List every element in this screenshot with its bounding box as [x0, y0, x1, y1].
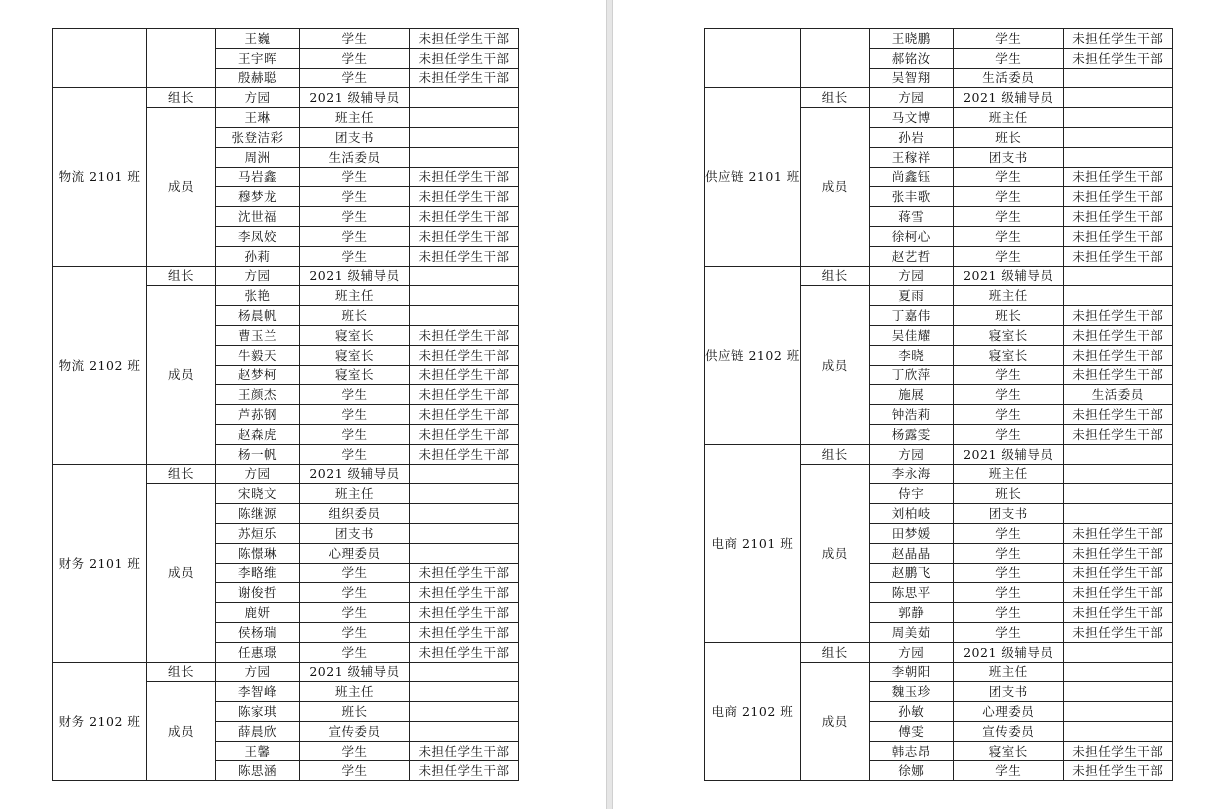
member-note-cell: 未担任学生干部 — [410, 405, 519, 425]
member-note-cell: 未担任学生干部 — [1063, 29, 1172, 49]
member-name-cell: 苏烜乐 — [216, 523, 300, 543]
member-name-cell: 王晓鹏 — [869, 29, 953, 49]
member-note-cell — [410, 504, 519, 524]
member-note-cell — [410, 306, 519, 326]
member-role-cell: 学生 — [953, 761, 1063, 781]
member-name-cell: 刘柏岐 — [869, 504, 953, 524]
member-role-cell: 班长 — [953, 127, 1063, 147]
member-role-cell: 学生 — [300, 226, 410, 246]
member-role-cell: 寝室长 — [300, 325, 410, 345]
member-note-cell — [1063, 68, 1172, 88]
member-note-cell: 未担任学生干部 — [410, 622, 519, 642]
members-label-cell: 成员 — [800, 286, 869, 444]
class-name-cell: 电商 2102 班 — [705, 642, 801, 781]
member-name-cell: 韩志昂 — [869, 741, 953, 761]
member-note-cell: 未担任学生干部 — [410, 385, 519, 405]
member-role-cell: 班主任 — [300, 484, 410, 504]
member-name-cell: 陈思平 — [869, 583, 953, 603]
member-role-cell: 寝室长 — [953, 345, 1063, 365]
leader-row — [53, 662, 519, 682]
member-role-cell: 学生 — [953, 207, 1063, 227]
member-role-cell: 班长 — [953, 306, 1063, 326]
member-note-cell — [1063, 484, 1172, 504]
member-note-cell — [410, 721, 519, 741]
member-note-cell: 未担任学生干部 — [410, 761, 519, 781]
member-note-cell: 未担任学生干部 — [410, 246, 519, 266]
member-note-cell: 未担任学生干部 — [410, 167, 519, 187]
member-note-cell — [1063, 108, 1172, 128]
class-name-cell — [705, 29, 801, 88]
member-note-cell: 未担任学生干部 — [1063, 622, 1172, 642]
member-role-cell: 寝室长 — [300, 345, 410, 365]
member-name-cell: 方园 — [216, 88, 300, 108]
member-role-cell: 学生 — [300, 563, 410, 583]
member-name-cell: 杨一帆 — [216, 444, 300, 464]
member-name-cell: 郝铭汝 — [869, 48, 953, 68]
member-role-cell: 学生 — [300, 583, 410, 603]
member-role-cell: 学生 — [953, 523, 1063, 543]
member-note-cell: 未担任学生干部 — [1063, 523, 1172, 543]
member-role-cell: 2021 级辅导员 — [300, 266, 410, 286]
member-role-cell: 班主任 — [300, 108, 410, 128]
member-note-cell — [1063, 702, 1172, 722]
member-name-cell: 孙敏 — [869, 702, 953, 722]
member-role-cell: 组织委员 — [300, 504, 410, 524]
member-note-cell — [410, 464, 519, 484]
member-name-cell: 杨露雯 — [869, 424, 953, 444]
member-note-cell: 未担任学生干部 — [1063, 306, 1172, 326]
member-role-cell: 班主任 — [953, 286, 1063, 306]
member-name-cell: 周洲 — [216, 147, 300, 167]
member-note-cell — [1063, 444, 1172, 464]
class-name-cell: 物流 2102 班 — [53, 266, 147, 464]
member-note-cell: 未担任学生干部 — [410, 48, 519, 68]
member-role-cell: 学生 — [953, 543, 1063, 563]
members-label-cell: 成员 — [147, 108, 216, 266]
member-note-cell — [410, 147, 519, 167]
member-note-cell: 未担任学生干部 — [1063, 405, 1172, 425]
member-note-cell: 未担任学生干部 — [1063, 226, 1172, 246]
members-label-cell: 成员 — [800, 662, 869, 781]
member-note-cell: 未担任学生干部 — [410, 444, 519, 464]
member-note-cell — [410, 682, 519, 702]
member-name-cell: 赵梦柯 — [216, 365, 300, 385]
member-note-cell — [1063, 682, 1172, 702]
members-label-cell: 成员 — [147, 682, 216, 781]
member-name-cell: 钟浩莉 — [869, 405, 953, 425]
member-name-cell: 魏玉珍 — [869, 682, 953, 702]
member-note-cell: 未担任学生干部 — [1063, 325, 1172, 345]
leader-row — [705, 266, 1173, 286]
member-role-cell: 2021 级辅导员 — [953, 266, 1063, 286]
class-name-cell — [53, 29, 147, 88]
member-name-cell: 曹玉兰 — [216, 325, 300, 345]
member-role-cell: 生活委员 — [300, 147, 410, 167]
member-note-cell — [410, 108, 519, 128]
member-name-cell: 侍宇 — [869, 484, 953, 504]
member-note-cell — [1063, 127, 1172, 147]
member-name-cell: 鹿妍 — [216, 603, 300, 623]
member-role-cell: 宣传委员 — [300, 721, 410, 741]
member-role-cell: 2021 级辅导员 — [953, 642, 1063, 662]
member-note-cell: 未担任学生干部 — [410, 29, 519, 49]
member-note-cell: 未担任学生干部 — [410, 741, 519, 761]
member-note-cell: 未担任学生干部 — [1063, 207, 1172, 227]
member-note-cell: 未担任学生干部 — [410, 563, 519, 583]
member-note-cell — [410, 543, 519, 563]
members-label-cell: 成员 — [147, 484, 216, 662]
member-role-cell: 班长 — [300, 306, 410, 326]
member-name-cell: 尚鑫钰 — [869, 167, 953, 187]
table-row — [53, 29, 519, 49]
leader-label-cell: 组长 — [800, 266, 869, 286]
member-role-cell: 学生 — [300, 207, 410, 227]
member-note-cell: 未担任学生干部 — [1063, 603, 1172, 623]
member-name-cell: 丁欣萍 — [869, 365, 953, 385]
class-name-cell: 供应链 2102 班 — [705, 266, 801, 444]
member-note-cell — [410, 286, 519, 306]
member-note-cell: 未担任学生干部 — [410, 68, 519, 88]
class-name-cell: 财务 2102 班 — [53, 662, 147, 781]
member-note-cell — [410, 662, 519, 682]
member-role-cell: 学生 — [300, 48, 410, 68]
member-name-cell: 张丰歌 — [869, 187, 953, 207]
member-role-cell: 学生 — [300, 642, 410, 662]
member-note-cell: 未担任学生干部 — [410, 365, 519, 385]
member-note-cell: 未担任学生干部 — [410, 642, 519, 662]
member-name-cell: 马文博 — [869, 108, 953, 128]
member-role-cell: 学生 — [300, 405, 410, 425]
member-note-cell — [1063, 721, 1172, 741]
member-name-cell: 孙莉 — [216, 246, 300, 266]
member-name-cell: 张艳 — [216, 286, 300, 306]
member-role-cell: 团支书 — [300, 127, 410, 147]
member-note-cell: 未担任学生干部 — [1063, 345, 1172, 365]
member-note-cell — [410, 484, 519, 504]
member-name-cell: 杨晨帆 — [216, 306, 300, 326]
members-label-cell: 成员 — [800, 108, 869, 266]
member-name-cell: 王琳 — [216, 108, 300, 128]
member-note-cell: 未担任学生干部 — [1063, 187, 1172, 207]
member-name-cell: 马岩鑫 — [216, 167, 300, 187]
member-name-cell: 赵晶晶 — [869, 543, 953, 563]
member-role-cell: 寝室长 — [953, 325, 1063, 345]
member-role-cell: 团支书 — [300, 523, 410, 543]
class-roster-table — [52, 28, 519, 781]
member-note-cell — [1063, 88, 1172, 108]
member-note-cell: 生活委员 — [1063, 385, 1172, 405]
leader-row — [705, 88, 1173, 108]
members-label-cell — [800, 29, 869, 88]
member-name-cell: 田梦媛 — [869, 523, 953, 543]
member-name-cell: 李凤姣 — [216, 226, 300, 246]
member-name-cell: 蒋雪 — [869, 207, 953, 227]
member-name-cell: 宋晓文 — [216, 484, 300, 504]
member-name-cell: 芦荪钢 — [216, 405, 300, 425]
member-note-cell: 未担任学生干部 — [1063, 365, 1172, 385]
member-name-cell: 吴佳耀 — [869, 325, 953, 345]
leader-label-cell: 组长 — [800, 642, 869, 662]
member-name-cell: 王巍 — [216, 29, 300, 49]
class-name-cell: 供应链 2101 班 — [705, 88, 801, 266]
member-name-cell: 赵艺哲 — [869, 246, 953, 266]
member-role-cell: 学生 — [953, 167, 1063, 187]
member-role-cell: 学生 — [300, 29, 410, 49]
member-role-cell: 2021 级辅导员 — [300, 662, 410, 682]
member-note-cell: 未担任学生干部 — [410, 424, 519, 444]
leader-row — [53, 88, 519, 108]
member-name-cell: 方园 — [869, 444, 953, 464]
member-note-cell: 未担任学生干部 — [410, 325, 519, 345]
members-label-cell: 成员 — [800, 464, 869, 642]
member-role-cell: 学生 — [953, 187, 1063, 207]
member-name-cell: 方园 — [216, 266, 300, 286]
member-role-cell: 班主任 — [300, 682, 410, 702]
member-note-cell: 未担任学生干部 — [1063, 543, 1172, 563]
member-role-cell: 学生 — [300, 187, 410, 207]
member-role-cell: 寝室长 — [300, 365, 410, 385]
member-name-cell: 周美茹 — [869, 622, 953, 642]
leader-row — [53, 464, 519, 484]
member-name-cell: 施展 — [869, 385, 953, 405]
member-name-cell: 傅雯 — [869, 721, 953, 741]
class-name-cell: 财务 2101 班 — [53, 464, 147, 662]
member-name-cell: 薛晨欣 — [216, 721, 300, 741]
member-role-cell: 学生 — [953, 226, 1063, 246]
member-role-cell: 学生 — [300, 761, 410, 781]
member-name-cell: 赵鹏飞 — [869, 563, 953, 583]
member-note-cell: 未担任学生干部 — [410, 345, 519, 365]
member-name-cell: 方园 — [869, 266, 953, 286]
member-role-cell: 学生 — [300, 246, 410, 266]
member-role-cell: 学生 — [953, 603, 1063, 623]
member-note-cell: 未担任学生干部 — [1063, 246, 1172, 266]
member-role-cell: 班主任 — [953, 464, 1063, 484]
member-name-cell: 赵森虎 — [216, 424, 300, 444]
member-role-cell: 学生 — [953, 246, 1063, 266]
member-name-cell: 牛毅天 — [216, 345, 300, 365]
members-label-cell — [147, 29, 216, 88]
member-name-cell: 夏雨 — [869, 286, 953, 306]
member-role-cell: 学生 — [953, 365, 1063, 385]
member-note-cell — [1063, 642, 1172, 662]
member-note-cell: 未担任学生干部 — [1063, 167, 1172, 187]
member-role-cell: 学生 — [953, 385, 1063, 405]
member-name-cell: 张登洁彩 — [216, 127, 300, 147]
member-name-cell: 陈思涵 — [216, 761, 300, 781]
member-role-cell: 寝室长 — [953, 741, 1063, 761]
leader-label-cell: 组长 — [800, 444, 869, 464]
member-name-cell: 穆梦龙 — [216, 187, 300, 207]
member-role-cell: 生活委员 — [953, 68, 1063, 88]
member-note-cell — [1063, 266, 1172, 286]
member-name-cell: 徐娜 — [869, 761, 953, 781]
member-role-cell: 学生 — [300, 444, 410, 464]
table-row — [705, 29, 1173, 49]
member-role-cell: 团支书 — [953, 682, 1063, 702]
member-note-cell — [410, 266, 519, 286]
member-role-cell: 心理委员 — [953, 702, 1063, 722]
member-name-cell: 孙岩 — [869, 127, 953, 147]
member-note-cell — [410, 702, 519, 722]
member-role-cell: 学生 — [953, 48, 1063, 68]
members-label-cell: 成员 — [147, 286, 216, 464]
member-role-cell: 学生 — [300, 385, 410, 405]
leader-row — [705, 444, 1173, 464]
member-name-cell: 陈家琪 — [216, 702, 300, 722]
member-name-cell: 王宇晖 — [216, 48, 300, 68]
member-name-cell: 李智峰 — [216, 682, 300, 702]
member-name-cell: 郭静 — [869, 603, 953, 623]
member-note-cell: 未担任学生干部 — [1063, 424, 1172, 444]
member-note-cell — [410, 523, 519, 543]
member-note-cell: 未担任学生干部 — [1063, 741, 1172, 761]
member-note-cell — [1063, 286, 1172, 306]
member-role-cell: 2021 级辅导员 — [953, 444, 1063, 464]
member-name-cell: 王颜杰 — [216, 385, 300, 405]
member-note-cell: 未担任学生干部 — [1063, 48, 1172, 68]
member-note-cell — [410, 88, 519, 108]
member-role-cell: 学生 — [300, 68, 410, 88]
member-name-cell: 任惠璟 — [216, 642, 300, 662]
document-page-right — [613, 0, 1209, 809]
member-role-cell: 团支书 — [953, 504, 1063, 524]
member-role-cell: 学生 — [953, 622, 1063, 642]
member-name-cell: 吴智翔 — [869, 68, 953, 88]
member-role-cell: 学生 — [300, 424, 410, 444]
member-note-cell — [410, 127, 519, 147]
member-role-cell: 宣传委员 — [953, 721, 1063, 741]
member-name-cell: 徐柯心 — [869, 226, 953, 246]
member-name-cell: 李永海 — [869, 464, 953, 484]
member-role-cell: 心理委员 — [300, 543, 410, 563]
member-name-cell: 丁嘉伟 — [869, 306, 953, 326]
member-name-cell: 方园 — [216, 464, 300, 484]
member-name-cell: 殷赫聪 — [216, 68, 300, 88]
member-role-cell: 学生 — [300, 603, 410, 623]
member-note-cell — [1063, 464, 1172, 484]
member-role-cell: 学生 — [300, 741, 410, 761]
leader-label-cell: 组长 — [800, 88, 869, 108]
member-role-cell: 班长 — [953, 484, 1063, 504]
member-role-cell: 学生 — [300, 167, 410, 187]
leader-label-cell: 组长 — [147, 662, 216, 682]
member-name-cell: 李朝阳 — [869, 662, 953, 682]
member-name-cell: 方园 — [216, 662, 300, 682]
member-name-cell: 沈世福 — [216, 207, 300, 227]
member-role-cell: 学生 — [300, 622, 410, 642]
member-note-cell: 未担任学生干部 — [1063, 761, 1172, 781]
leader-row — [705, 642, 1173, 662]
member-note-cell: 未担任学生干部 — [410, 583, 519, 603]
member-role-cell: 团支书 — [953, 147, 1063, 167]
class-name-cell: 电商 2101 班 — [705, 444, 801, 642]
member-role-cell: 学生 — [953, 405, 1063, 425]
member-name-cell: 方园 — [869, 88, 953, 108]
member-note-cell — [1063, 662, 1172, 682]
leader-label-cell: 组长 — [147, 464, 216, 484]
member-note-cell — [1063, 147, 1172, 167]
member-role-cell: 班长 — [300, 702, 410, 722]
leader-row — [53, 266, 519, 286]
member-name-cell: 王稼祥 — [869, 147, 953, 167]
member-role-cell: 学生 — [953, 583, 1063, 603]
member-name-cell: 陈憬琳 — [216, 543, 300, 563]
member-name-cell: 李晓 — [869, 345, 953, 365]
member-note-cell — [1063, 504, 1172, 524]
member-role-cell: 学生 — [953, 29, 1063, 49]
leader-label-cell: 组长 — [147, 266, 216, 286]
member-name-cell: 侯杨瑞 — [216, 622, 300, 642]
leader-label-cell: 组长 — [147, 88, 216, 108]
member-note-cell: 未担任学生干部 — [410, 226, 519, 246]
class-roster-table — [704, 28, 1173, 781]
member-note-cell: 未担任学生干部 — [1063, 583, 1172, 603]
class-name-cell: 物流 2101 班 — [53, 88, 147, 266]
member-name-cell: 陈继源 — [216, 504, 300, 524]
member-name-cell: 谢俊哲 — [216, 583, 300, 603]
member-note-cell: 未担任学生干部 — [410, 187, 519, 207]
member-role-cell: 2021 级辅导员 — [300, 464, 410, 484]
member-note-cell: 未担任学生干部 — [410, 207, 519, 227]
member-role-cell: 学生 — [953, 563, 1063, 583]
member-role-cell: 2021 级辅导员 — [300, 88, 410, 108]
member-name-cell: 王馨 — [216, 741, 300, 761]
member-note-cell: 未担任学生干部 — [410, 603, 519, 623]
member-role-cell: 班主任 — [953, 662, 1063, 682]
member-role-cell: 班主任 — [300, 286, 410, 306]
page-divider — [606, 0, 613, 809]
member-name-cell: 李略维 — [216, 563, 300, 583]
member-note-cell: 未担任学生干部 — [1063, 563, 1172, 583]
member-role-cell: 学生 — [953, 424, 1063, 444]
member-role-cell: 班主任 — [953, 108, 1063, 128]
member-role-cell: 2021 级辅导员 — [953, 88, 1063, 108]
member-name-cell: 方园 — [869, 642, 953, 662]
